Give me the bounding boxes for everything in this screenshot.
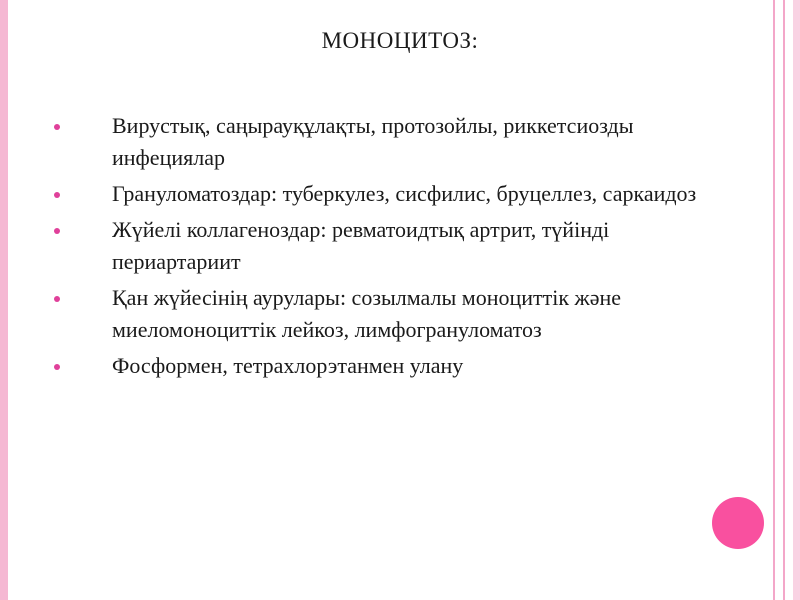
list-item-text: Вирустық, саңырауқұлақты, протозойлы, риккетсиозды инфециялар <box>112 113 634 170</box>
left-border-decoration <box>0 0 8 600</box>
bullet-icon <box>54 364 60 370</box>
bullet-icon <box>54 228 60 234</box>
list-item-text: Жүйелі коллагеноздар: ревматоидтық артрит, түйінді периартариит <box>112 217 610 274</box>
bullet-icon <box>54 296 60 302</box>
list-item <box>50 178 730 210</box>
list-item <box>50 282 730 346</box>
slide-title: МОНОЦИТОЗ: <box>321 28 479 53</box>
list-item <box>50 214 730 278</box>
list-item <box>50 350 730 382</box>
decorative-circle <box>712 497 764 549</box>
bullet-list <box>50 110 730 386</box>
bullet-icon <box>54 124 60 130</box>
right-border-edge <box>793 0 800 600</box>
right-border-line-inner <box>773 0 775 600</box>
list-item <box>50 110 730 174</box>
right-border-line-outer <box>783 0 785 600</box>
bullet-icon <box>54 192 60 198</box>
list-item-text: Қан жүйесінің аурулары: созылмалы моноциттік және миеломоноциттік лейкоз, лимфогрануломатоз <box>112 285 622 342</box>
list-item-text: Грануломатоздар: туберкулез, сисфилис, бруцеллез, саркаидоз <box>112 181 697 206</box>
list-item-text: Фосформен, тетрахлорэтанмен улану <box>112 353 464 378</box>
